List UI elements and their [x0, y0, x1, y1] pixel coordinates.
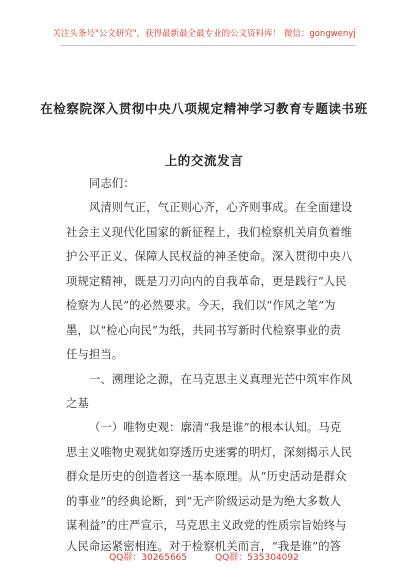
body-line: 思主义唯物史观犹如穿透历史迷雾的明灯，深刻揭示人民 [66, 446, 353, 459]
body-line: （一）唯物史观：廓清“我是谁”的根本认知。马克 [89, 421, 342, 434]
salutation: 同志们： [89, 177, 135, 190]
header-divider [60, 45, 356, 46]
body-line: 人民命运紧密相连。对于检察机关而言，“我是谁”的答 [66, 540, 342, 553]
document-title-line-1: 在检察院深入贯彻中央八项规定精神学习教育专题读书班 [40, 101, 368, 116]
header-note: 关注头条号"公文研究"，获得最新最全最专业的公文资料库！ 微信：gongwenyj [52, 29, 356, 39]
section-heading: 之基 [66, 397, 89, 410]
body-line: 检察为人民”的必然要求。今天，我们以“作风之笔”为 [66, 299, 336, 312]
document-title-line-2: 上的交流发言 [164, 153, 244, 168]
body-line: 的事业”的经典论断，到“无产阶级运动是为绝大多数人 [66, 495, 342, 508]
body-line: 社会主义现代化国家的新征程上，我们检察机关肩负着维 [66, 226, 353, 239]
body-line: 谋利益”的庄严宣示，马克思主义政党的性质宗旨始终与 [66, 519, 347, 532]
body-line: 任与担当。 [66, 348, 124, 361]
body-line: 群众是历史的创造者这一基本原理。从“历史活动是群众 [66, 470, 347, 483]
body-line: 墨，以“检心向民”为纸，共同书写新时代检察事业的责 [66, 324, 342, 337]
footer-qq-group-1: QQ群：30265665 [109, 553, 188, 563]
body-line: 项规定精神，既是刀刃向内的自我革命，更是践行“人民 [66, 275, 347, 288]
footer-contact [0, 550, 408, 563]
footer-qq-group-2: QQ群：535304092 [215, 553, 299, 563]
body-line: 风清则气正，气正则心齐，心齐则事成。在全面建设 [89, 201, 353, 214]
body-line: 护公平正义、保障人民权益的神圣使命。深入贯彻中央八 [66, 250, 353, 263]
section-heading: 一、溯理论之源，在马克思主义真理光芒中筑牢作风 [89, 373, 353, 386]
